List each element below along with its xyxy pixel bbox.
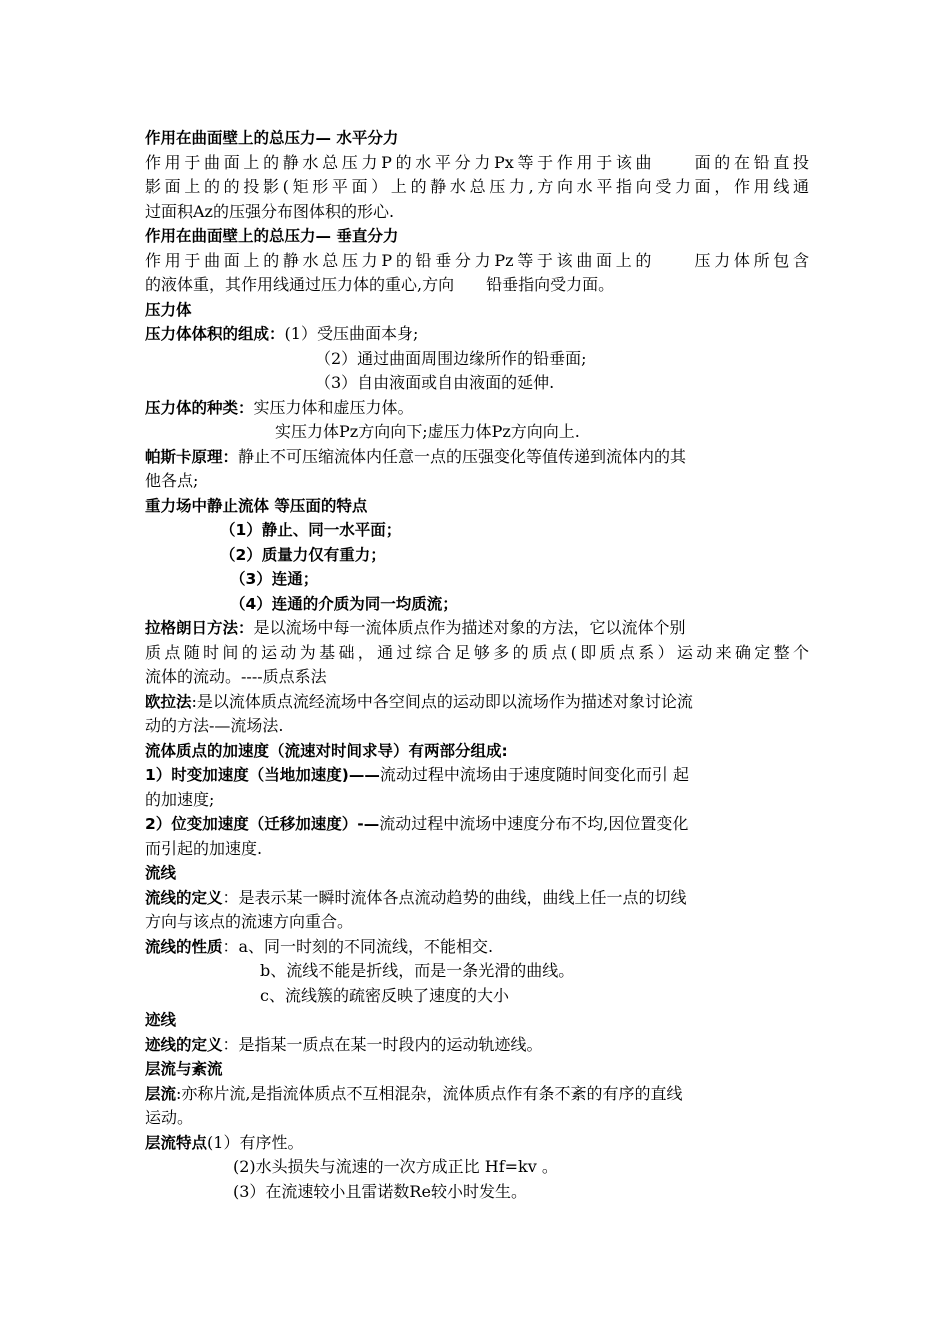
accel2-line-1 bbox=[145, 812, 809, 837]
accel1-line-1 bbox=[145, 763, 809, 788]
heading-acceleration: 流体质点的加速度（流速对时间求导）有两部分组成: bbox=[145, 741, 508, 760]
lagrange-line-1 bbox=[145, 616, 809, 641]
streamline-prop-line-a bbox=[145, 935, 809, 960]
composition-line-1 bbox=[145, 322, 809, 347]
pascal-label: 帕斯卡原理： bbox=[145, 447, 239, 466]
para-vertical-line-1: 作用于曲面上的静水总压力P的铅垂分力Pz等于该曲面上的 压力体所包含 bbox=[145, 250, 809, 270]
gravity-item-4: （4）连通的介质为同一均质流； bbox=[230, 594, 458, 613]
laminar-feature-3: (3）在流速较小且雷诺数Re较小时发生。 bbox=[233, 1181, 527, 1201]
para-horizontal-line-2: 影面上的的投影(矩形平面）上的静水总压力,方向水平指向受力面，作用线通 bbox=[145, 177, 809, 196]
gravity-item-2: （2）质量力仅有重力； bbox=[220, 545, 386, 564]
pathline-def-text: ：是指某一质点在某一时段内的运动轨迹线。 bbox=[222, 1034, 543, 1054]
heading-horizontal-force: 作用在曲面壁上的总压力— 水平分力 bbox=[145, 129, 399, 147]
streamline-def-text-2: 方向与该点的流速方向重合。 bbox=[145, 912, 354, 931]
streamline-prop-b: b、流线不能是折线，而是一条光滑的曲线。 bbox=[260, 961, 575, 980]
accel2-label: 2）位变加速度（迁移加速度）-— bbox=[145, 815, 380, 833]
heading-pathline: 迹线 bbox=[145, 1011, 177, 1029]
laminar-line-1 bbox=[145, 1082, 809, 1107]
composition-item-1: (1）受压曲面本身; bbox=[284, 324, 419, 343]
kinds-line-1 bbox=[145, 396, 809, 421]
lagrange-text-3: 流体的流动。----质点系法 bbox=[145, 667, 327, 686]
accel2-text-1: 流动过程中流场中速度分布不均,因位置变化 bbox=[379, 814, 689, 833]
laminar-text-2: 运动。 bbox=[145, 1108, 194, 1127]
laminar-text-1: :亦称片流,是指流体质点不互相混杂，流体质点作有条不紊的有序的直线 bbox=[176, 1083, 683, 1103]
laminar-feature-1: (1）有序性。 bbox=[207, 1132, 304, 1152]
kinds-text-2: 实压力体Pz方向向下;虚压力体Pz方向向上. bbox=[275, 422, 580, 441]
lagrange-text-1: 是以流场中每一流体质点作为描述对象的方法，它以流体个别 bbox=[253, 618, 686, 637]
accel1-text-1: 流动过程中流场由于速度随时间变化而引 起 bbox=[379, 765, 689, 784]
kinds-label: 压力体的种类： bbox=[145, 398, 254, 417]
para-horizontal-line-3: 过面积Az的压强分布图体积的形心. bbox=[145, 201, 395, 221]
pathline-def-label: 迹线的定义 bbox=[145, 1035, 223, 1054]
pascal-text-2: 他各点; bbox=[145, 471, 199, 490]
pascal-line-1 bbox=[145, 445, 809, 470]
composition-item-3: （3）自由液面或自由液面的延伸. bbox=[315, 373, 555, 392]
accel1-text-2: 的加速度; bbox=[145, 789, 215, 809]
streamline-prop-label: 流线的性质 bbox=[145, 937, 223, 956]
streamline-prop-a: ：a、同一时刻的不同流线，不能相交. bbox=[222, 936, 494, 956]
heading-gravity-field: 重力场中静止流体 等压面的特点 bbox=[145, 496, 368, 515]
composition-label: 压力体体积的组成： bbox=[145, 325, 285, 343]
euler-label: 欧拉法 bbox=[145, 692, 192, 711]
para-vertical-line-2: 的液体重，其作用线通过压力体的重心,方向 铅垂指向受力面。 bbox=[145, 275, 615, 294]
heading-vertical-force: 作用在曲面壁上的总压力— 垂直分力 bbox=[145, 227, 399, 245]
heading-laminar-turbulent: 层流与紊流 bbox=[145, 1060, 223, 1078]
euler-text-1: :是以流体质点流经流场中各空间点的运动即以流场作为描述对象讨论流 bbox=[191, 691, 693, 711]
document-page bbox=[145, 126, 809, 1204]
accel1-label: 1）时变加速度（当地加速度)—— bbox=[145, 766, 380, 784]
heading-streamline: 流线 bbox=[145, 864, 177, 882]
pascal-text-1: 静止不可压缩流体内任意一点的压强变化等值传递到流体内的其 bbox=[238, 446, 687, 466]
streamline-def-label: 流线的定义 bbox=[145, 888, 223, 907]
composition-item-2: （2）通过曲面周围边缘所作的铅垂面; bbox=[315, 348, 587, 368]
accel2-text-2: 而引起的加速度. bbox=[145, 838, 263, 858]
heading-pressure-body: 压力体 bbox=[145, 300, 192, 319]
euler-line-1 bbox=[145, 690, 809, 715]
lagrange-text-2: 质点随时间的运动为基础，通过综合足够多的质点(即质点系）运动来确定整个 bbox=[145, 642, 809, 662]
gravity-item-3: （3）连通； bbox=[230, 570, 319, 588]
lagrange-label: 拉格朗日方法： bbox=[145, 619, 254, 637]
gravity-item-1: （1）静止、同一水平面； bbox=[220, 521, 402, 539]
streamline-def-text-1: ：是表示某一瞬时流体各点流动趋势的曲线，曲线上任一点的切线 bbox=[222, 887, 687, 907]
streamline-prop-c: c、流线簇的疏密反映了速度的大小 bbox=[260, 985, 509, 1005]
laminar-feature-line-1 bbox=[145, 1131, 809, 1156]
laminar-label: 层流 bbox=[145, 1084, 177, 1103]
streamline-def-line-1 bbox=[145, 886, 809, 911]
laminar-feature-2: (2)水头损失与流速的一次方成正比 Hf=kv 。 bbox=[233, 1157, 558, 1176]
kinds-text-1: 实压力体和虚压力体。 bbox=[253, 397, 414, 417]
laminar-feature-label: 层流特点 bbox=[145, 1133, 208, 1152]
pathline-def-line bbox=[145, 1033, 809, 1058]
euler-text-2: 动的方法-—流场法. bbox=[145, 716, 284, 735]
para-horizontal-line-1: 作用于曲面上的静水总压力P的水平分力Px等于作用于该曲 面的在铅直投 bbox=[145, 152, 809, 172]
